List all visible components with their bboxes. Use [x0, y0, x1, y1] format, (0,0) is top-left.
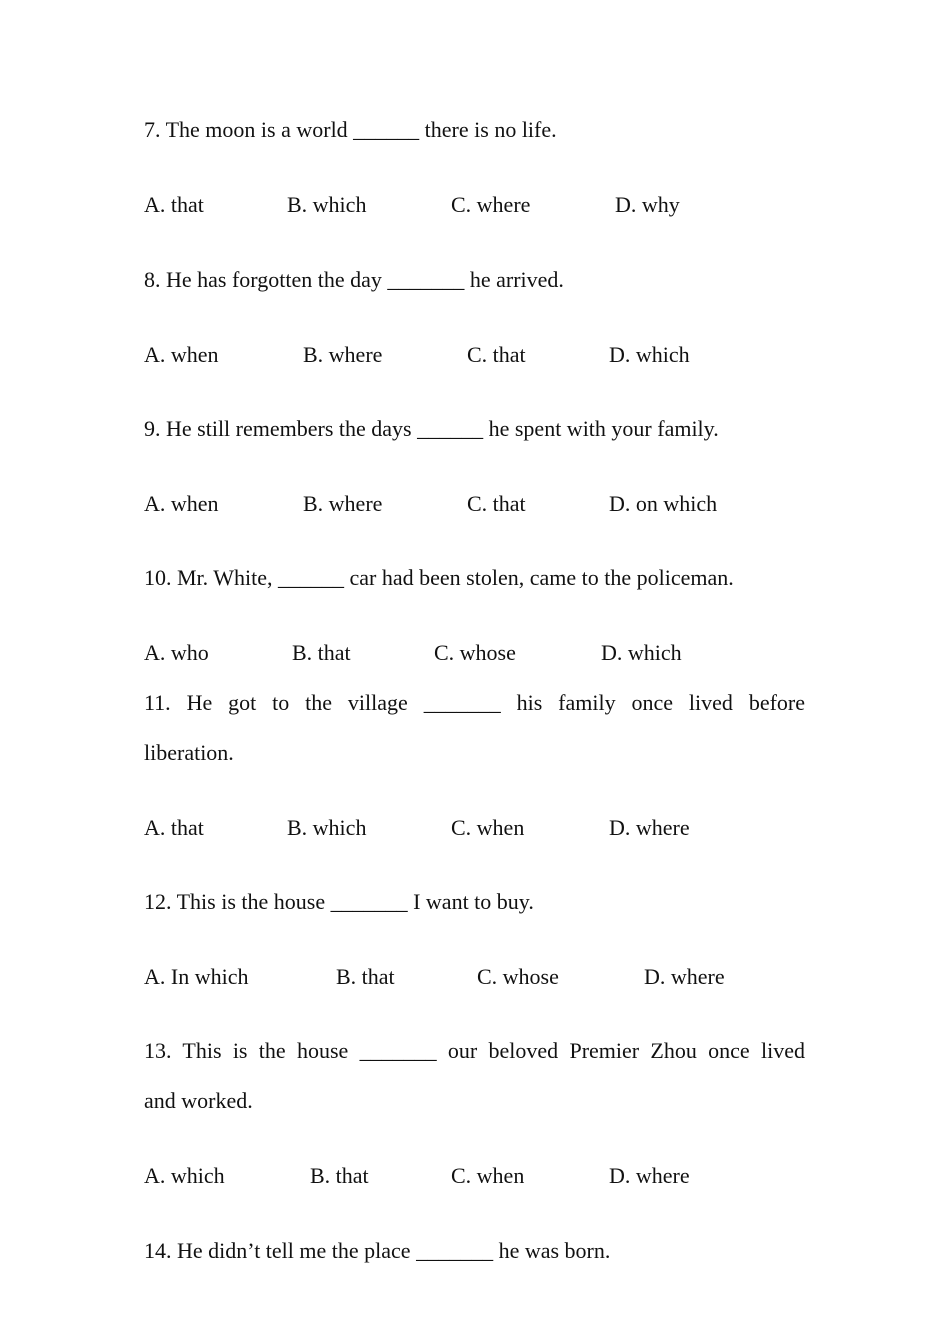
question-8-stem: 8. He has forgotten the day _______ he arrived.	[144, 267, 564, 292]
question-13-stem-line-1: 13. This is the house _______ our beloved Premier Zhou once lived	[144, 1038, 805, 1063]
question-14-stem: 14. He didn’t tell me the place _______ he was born.	[144, 1238, 611, 1263]
question-13-option-b: B. that	[310, 1163, 369, 1188]
question-9-option-b: B. where	[303, 491, 383, 516]
question-8-option-d: D. which	[609, 342, 690, 367]
question-12-option-c: C. whose	[477, 964, 559, 989]
question-9-option-c: C. that	[467, 491, 526, 516]
question-11-option-b: B. which	[287, 815, 367, 840]
question-7-option-d: D. why	[615, 192, 680, 217]
question-13-option-d: D. where	[609, 1163, 690, 1188]
question-7-option-b: B. which	[287, 192, 367, 217]
question-10-option-a: A. who	[144, 640, 209, 665]
question-9-option-a: A. when	[144, 491, 219, 516]
question-7-option-a: A. that	[144, 192, 204, 217]
question-9-stem: 9. He still remembers the days ______ he spent with your family.	[144, 416, 719, 441]
question-10-option-b: B. that	[292, 640, 351, 665]
question-10-option-d: D. which	[601, 640, 682, 665]
question-11-option-d: D. where	[609, 815, 690, 840]
question-11-stem-line-2: liberation.	[144, 740, 234, 765]
question-7-stem: 7. The moon is a world ______ there is no life.	[144, 117, 557, 142]
question-11-stem-line-1: 11. He got to the village _______ his family once lived before	[144, 690, 805, 715]
question-10-option-c: C. whose	[434, 640, 516, 665]
question-12-option-a: A. In which	[144, 964, 249, 989]
question-11-option-a: A. that	[144, 815, 204, 840]
question-8-option-a: A. when	[144, 342, 219, 367]
question-12-option-b: B. that	[336, 964, 395, 989]
question-8-option-c: C. that	[467, 342, 526, 367]
question-10-stem: 10. Mr. White, ______ car had been stolen, came to the policeman.	[144, 565, 734, 590]
question-8-option-b: B. where	[303, 342, 383, 367]
question-11-option-c: C. when	[451, 815, 525, 840]
question-9-option-d: D. on which	[609, 491, 718, 516]
question-13-stem-line-2: and worked.	[144, 1088, 253, 1113]
question-12-stem: 12. This is the house _______ I want to buy.	[144, 889, 534, 914]
question-13-option-a: A. which	[144, 1163, 225, 1188]
question-7-option-c: C. where	[451, 192, 531, 217]
question-13-option-c: C. when	[451, 1163, 525, 1188]
question-12-option-d: D. where	[644, 964, 725, 989]
